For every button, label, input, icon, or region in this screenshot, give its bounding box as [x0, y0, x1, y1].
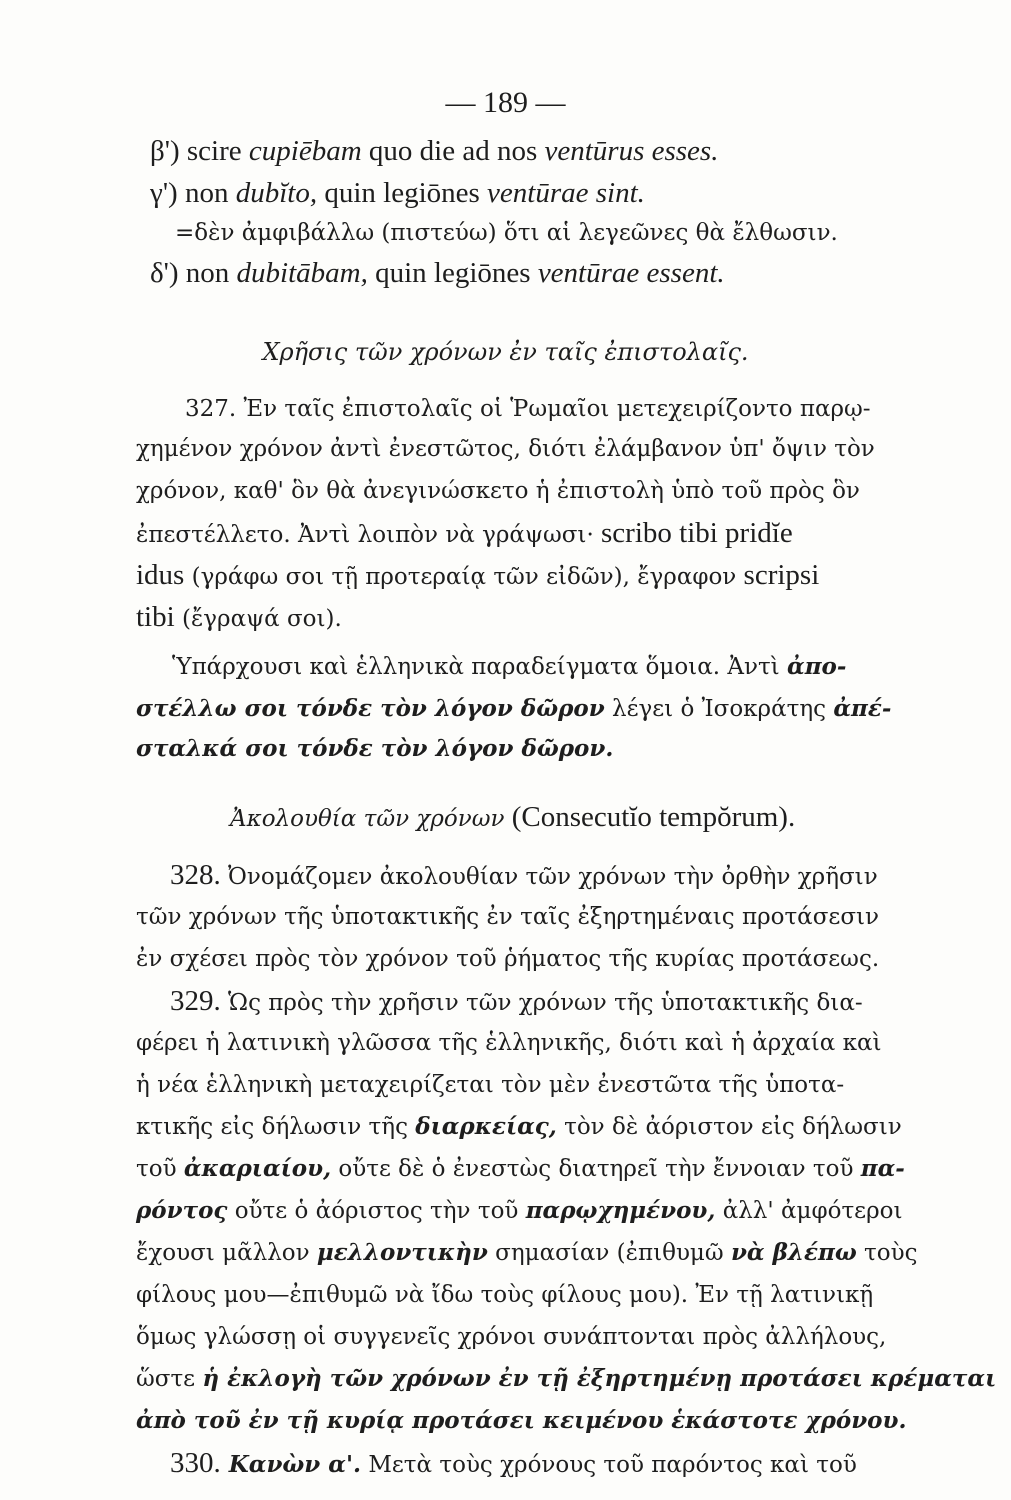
example-label: γ') [150, 177, 178, 209]
p329-line-11: ἀπὸ τοῦ ἐν τῇ κυρίᾳ προτάσει κειμένου ἑκάστοτε χρόνου. [136, 1407, 907, 1434]
p329-line-8: φίλους μου—ἐπιθυμῶ νὰ ἴδω τοὺς φίλους μου). Ἐν τῇ λατινικῇ [136, 1282, 874, 1308]
p329-line-7: ἔχουσι μᾶλλον μελλοντικὴν σημασίαν (ἐπιθυμῶ νὰ βλέπω τοὺς [136, 1239, 918, 1266]
p327-line-3: χρόνον, καθ' ὃν θὰ ἀνεγινώσκετο ἡ ἐπιστολὴ ὑπὸ τοῦ πρὸς ὃν [136, 478, 860, 504]
section-heading-consecutio: Ἀκολουθία τῶν χρόνων (Consecutĭo tempŏrum). [230, 801, 796, 833]
p327-line-5: idus (γράφω σοι τῇ προτεραίᾳ τῶν εἰδῶν), ἔγραφον scripsi [136, 559, 820, 591]
p330-line-1: 330. Κανὼν α'. Μετὰ τοὺς χρόνους τοῦ παρόντος καὶ τοῦ [170, 1447, 857, 1479]
p327-line-4: ἐπεστέλλετο. Ἀντὶ λοιπὸν νὰ γράψωσι· scribo tibi pridĭe [136, 517, 793, 549]
paragraph-number: 329. [170, 985, 221, 1017]
p329-line-1: 329. Ὡς πρὸς τὴν χρῆσιν τῶν χρόνων τῆς ὑποτακτικῆς δια- [170, 985, 863, 1017]
p327b-line-1: Ὑπάρχουσι καὶ ἑλληνικὰ παραδείγματα ὅμοια. Ἀντὶ ἀπο- [172, 653, 847, 680]
p329-line-9: ὅμως γλώσσῃ οἱ συγγενεῖς χρόνοι συνάπτονται πρὸς ἀλλήλους, [136, 1324, 887, 1350]
example-beta: β') scire cupiēbam quo die ad nos ventūrus esses. [150, 135, 719, 167]
example-label: δ') [150, 257, 179, 289]
page-number: — 189 — [445, 86, 566, 119]
p329-line-2: φέρει ἡ λατινικὴ γλῶσσα τῆς ἑλληνικῆς, διότι καὶ ἡ ἀρχαία καὶ [136, 1030, 882, 1056]
p327b-line-2: στέλλω σοι τόνδε τὸν λόγον δῶρον λέγει ὁ Ἰσοκράτης ἀπέ- [136, 695, 892, 722]
paragraph-number: 330. [170, 1447, 221, 1479]
p327b-line-3: σταλκά σοι τόνδε τὸν λόγον δῶρον. [136, 735, 614, 762]
p329-line-10: ὥστε ἡ ἐκλογὴ τῶν χρόνων ἐν τῇ ἐξηρτημένῃ προτάσει κρέμαται [136, 1365, 997, 1392]
p327-line-2: χημένον χρόνον ἀντὶ ἐνεστῶτος, διότι ἐλάμβανον ὑπ' ὄψιν τὸν [136, 436, 875, 462]
example-label: β') [150, 135, 180, 167]
section-heading-letters: Χρῆσις τῶν χρόνων ἐν ταῖς ἐπιστολαῖς. [262, 338, 749, 366]
p327-line-6: tibi (ἔγραψά σοι). [136, 601, 342, 633]
paragraph-number: 328. [170, 859, 221, 891]
p329-line-6: ρόντος οὔτε ὁ ἀόριστος τὴν τοῦ παρῳχημένου, ἀλλ' ἀμφότεροι [136, 1197, 903, 1224]
p329-line-4: κτικῆς εἰς δήλωσιν τῆς διαρκείας, τὸν δὲ ἀόριστον εἰς δήλωσιν [136, 1113, 902, 1140]
p329-line-3: ἡ νέα ἑλληνικὴ μεταχειρίζεται τὸν μὲν ἐνεστῶτα τῆς ὑποτα- [136, 1072, 845, 1098]
p329-line-5: τοῦ ἀκαριαίου, οὔτε δὲ ὁ ἐνεστὼς διατηρεῖ τὴν ἔννοιαν τοῦ πα- [136, 1155, 905, 1182]
p327-line-1: 327. Ἐν ταῖς ἐπιστολαῖς οἱ Ῥωμαῖοι μετεχειρίζοντο παρῳ- [185, 396, 871, 422]
example-delta: δ') non dubitābam, quin legiōnes ventūrae essent. [150, 257, 725, 289]
example-translation: =δὲν ἀμφιβάλλω (πιστεύω) ὅτι αἱ λεγεῶνες θὰ ἔλθωσιν. [175, 220, 838, 246]
p328-line-3: ἐν σχέσει πρὸς τὸν χρόνον τοῦ ῥήματος τῆς κυρίας προτάσεως. [136, 946, 880, 972]
example-gamma: γ') non dubĭto, quin legiōnes ventūrae sint. [150, 177, 645, 209]
p328-line-2: τῶν χρόνων τῆς ὑποτακτικῆς ἐν ταῖς ἐξηρτημέναις προτάσεσιν [136, 904, 880, 930]
p328-line-1: 328. Ὀνομάζομεν ἀκολουθίαν τῶν χρόνων τὴν ὀρθὴν χρῆσιν [170, 859, 878, 891]
